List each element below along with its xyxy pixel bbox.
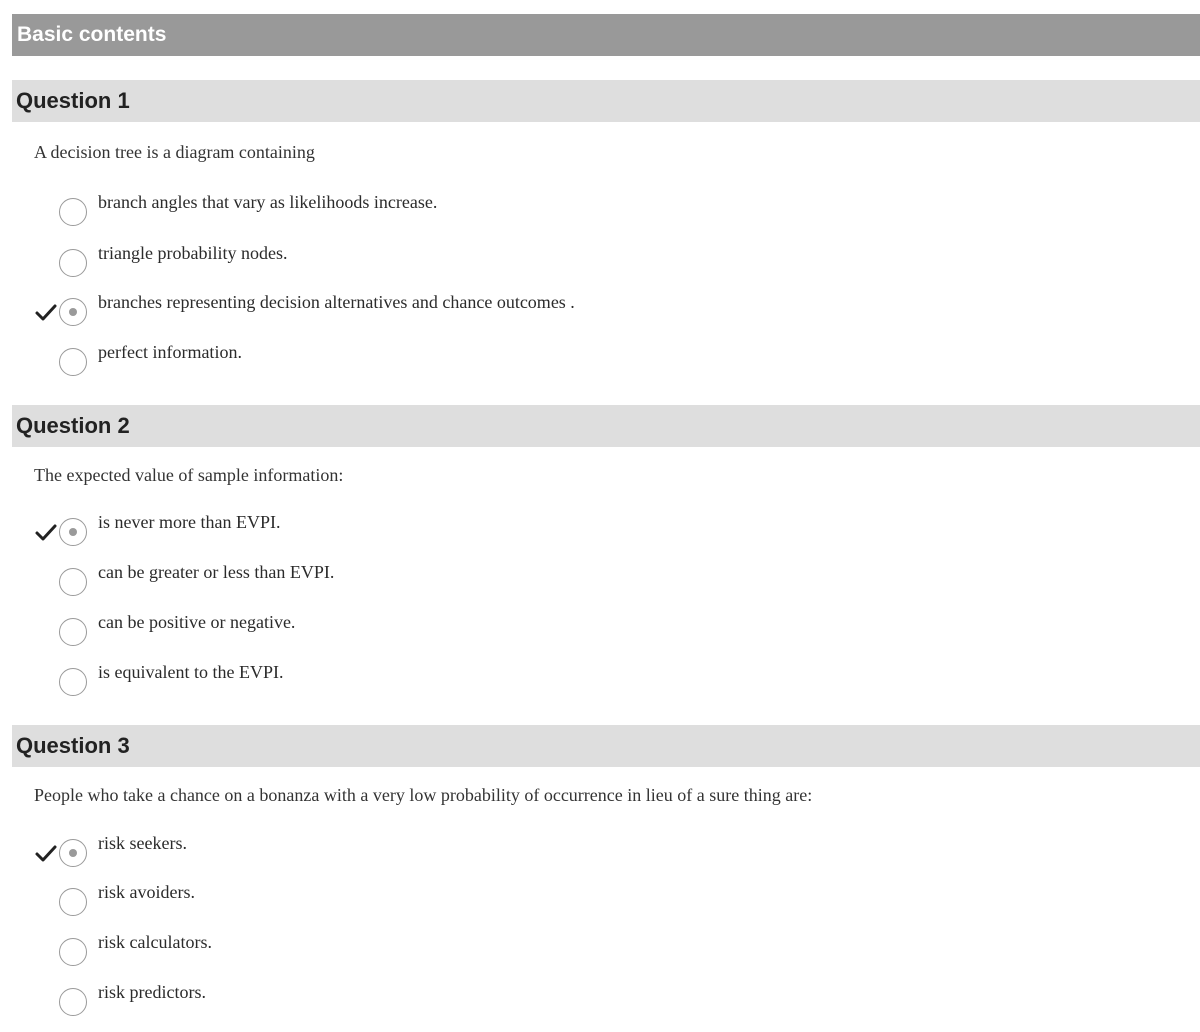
option-label: perfect information. (98, 342, 242, 362)
radio-button[interactable] (59, 988, 87, 1016)
question-3-option-1[interactable] (34, 833, 934, 871)
option-label: is equivalent to the EVPI. (98, 662, 284, 682)
question-1-header (12, 80, 1200, 122)
question-1-option-2[interactable] (34, 243, 934, 281)
radio-button[interactable] (59, 938, 87, 966)
radio-button[interactable] (59, 839, 87, 867)
section-header (12, 14, 1200, 56)
question-1-option-4[interactable] (34, 342, 934, 380)
radio-button[interactable] (59, 668, 87, 696)
question-3-option-2[interactable] (34, 882, 934, 920)
option-label: risk calculators. (98, 932, 212, 952)
question-3-option-3[interactable] (34, 932, 934, 970)
question-3-prompt: People who take a chance on a bonanza with a very low probability of occurrence in lieu of a sure thing are: (34, 785, 813, 805)
question-2-option-4[interactable] (34, 662, 934, 700)
question-3-title: Question 3 (16, 733, 130, 758)
option-label: is never more than EVPI. (98, 512, 281, 532)
checkmark-icon (34, 520, 58, 544)
option-label: can be greater or less than EVPI. (98, 562, 335, 582)
question-1-option-3[interactable] (34, 292, 934, 330)
option-label: triangle probability nodes. (98, 243, 288, 263)
radio-button[interactable] (59, 518, 87, 546)
question-2-prompt: The expected value of sample information: (34, 465, 344, 485)
checkmark-icon (34, 300, 58, 324)
option-label: branches representing decision alternatives and chance outcomes . (98, 292, 575, 312)
question-1-title: Question 1 (16, 88, 130, 113)
question-2-option-1[interactable] (34, 512, 934, 550)
radio-button[interactable] (59, 568, 87, 596)
option-label: risk avoiders. (98, 882, 195, 902)
question-1-prompt: A decision tree is a diagram containing (34, 142, 315, 162)
option-label: can be positive or negative. (98, 612, 296, 632)
radio-button[interactable] (59, 249, 87, 277)
option-label: risk seekers. (98, 833, 187, 853)
radio-button[interactable] (59, 198, 87, 226)
radio-button[interactable] (59, 348, 87, 376)
question-3-header (12, 725, 1200, 767)
question-2-header (12, 405, 1200, 447)
section-title: Basic contents (17, 23, 167, 46)
option-label: risk predictors. (98, 982, 206, 1002)
question-2-option-3[interactable] (34, 612, 934, 650)
radio-button[interactable] (59, 298, 87, 326)
question-3-option-4[interactable] (34, 982, 934, 1020)
checkmark-icon (34, 841, 58, 865)
question-1-option-1[interactable] (34, 192, 934, 230)
radio-button[interactable] (59, 888, 87, 916)
question-2-title: Question 2 (16, 413, 130, 438)
radio-button[interactable] (59, 618, 87, 646)
question-2-option-2[interactable] (34, 562, 934, 600)
option-label: branch angles that vary as likelihoods increase. (98, 192, 438, 212)
